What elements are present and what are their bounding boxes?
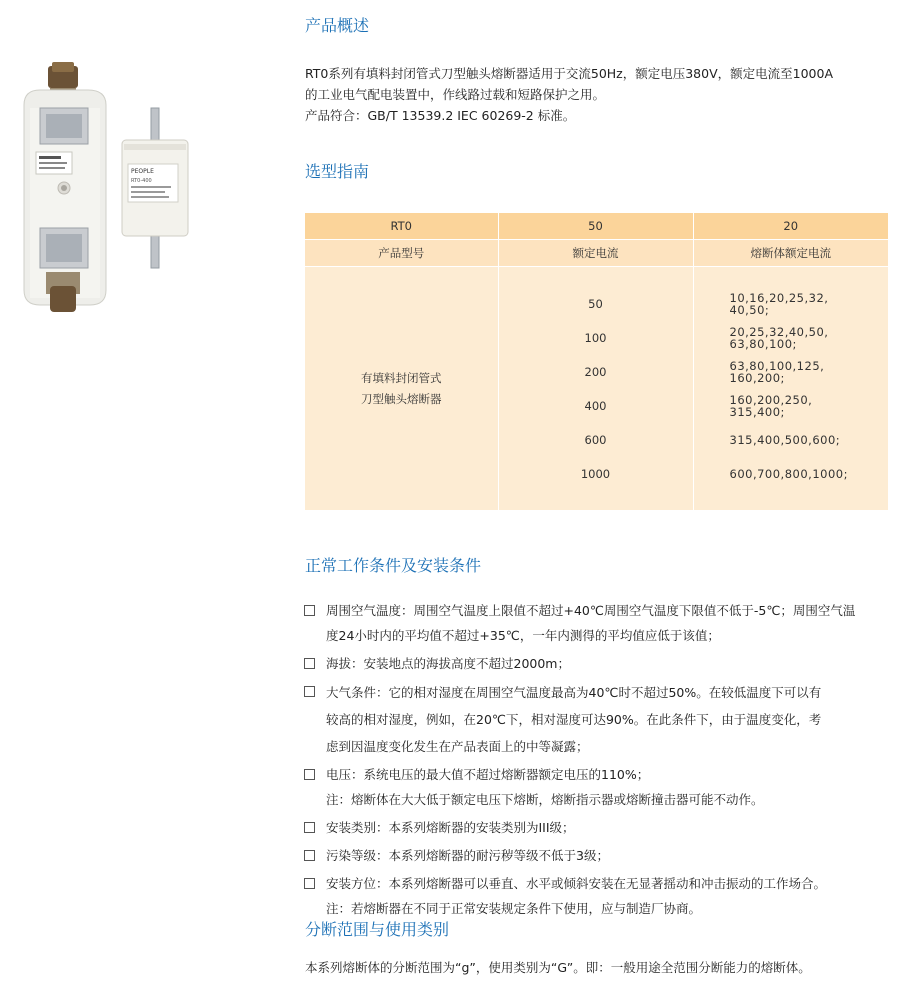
fuse-current-value xyxy=(694,389,889,423)
condition-line: 注：若熔断器在不同于正常安装规定条件下使用，应与制造厂协商。 xyxy=(326,901,702,916)
condition-item xyxy=(304,843,914,868)
condition-line: 安装类别：本系列熔断器的安装类别为III级； xyxy=(326,820,575,835)
checkbox-icon xyxy=(304,658,315,669)
rated-current-value: 100 xyxy=(584,330,607,345)
fuse-link-illustration xyxy=(122,108,188,268)
fuse-current-line: 315,400; xyxy=(729,404,785,419)
model-name-line: 刀型触头熔断器 xyxy=(361,391,442,406)
condition-line: 周围空气温度：周围空气温度上限值不超过+40℃周围空气温度下限值不低于-5℃；周围空气温 xyxy=(326,603,856,618)
checkbox-icon xyxy=(304,769,315,780)
table-subheader-cell: 额定电流 xyxy=(498,240,693,267)
fuse-current-line: 63,80,100; xyxy=(729,336,797,351)
rated-current-value: 200 xyxy=(584,364,607,379)
table-subheader-cell: 熔断体额定电流 xyxy=(693,240,888,267)
model-name-cell xyxy=(305,267,498,511)
fuse-current-line: 40,50; xyxy=(729,302,770,317)
condition-item xyxy=(304,871,914,921)
rated-current-cell xyxy=(498,267,693,511)
condition-item xyxy=(304,815,914,840)
checkbox-icon xyxy=(304,850,315,861)
overview-line-1: RT0系列有填料封闭管式刀型触头熔断器适用于交流50Hz，额定电压380V，额定电流至1000A xyxy=(305,66,834,81)
condition-line: 污染等级：本系列熔断器的耐污秽等级不低于3级； xyxy=(326,848,609,863)
checkbox-icon xyxy=(304,878,315,889)
fuse-base-illustration xyxy=(24,62,106,312)
fuse-current-line: 63,80,100,125, xyxy=(729,358,825,373)
checkbox-icon xyxy=(304,605,315,616)
condition-line: 安装方位：本系列熔断器可以垂直、水平或倾斜安装在无显著摇动和冲击振动的工作场合。 xyxy=(326,876,827,891)
fuse-current-list xyxy=(694,287,889,491)
condition-line: 虑到因温度变化发生在产品表面上的中等凝露； xyxy=(326,739,589,754)
fuse-current-value xyxy=(694,355,889,389)
guide-title: 选型指南 xyxy=(305,162,370,181)
condition-line: 电压：系统电压的最大值不超过熔断器额定电压的110%； xyxy=(326,767,650,782)
conditions-title: 正常工作条件及安装条件 xyxy=(305,556,482,575)
checkbox-icon xyxy=(304,686,315,697)
fuse-current-value xyxy=(694,457,889,491)
overview-paragraph xyxy=(305,63,833,126)
table-header-cell: RT0 xyxy=(305,213,498,240)
rated-current-value: 1000 xyxy=(580,466,611,481)
fuse-model-text: RT0-400 xyxy=(131,178,152,184)
condition-line: 大气条件：它的相对湿度在周围空气温度最高为40℃时不超过50%。在较低温度下可以有 xyxy=(326,685,822,700)
rated-current-value: 600 xyxy=(584,432,607,447)
table-header-cell: 50 xyxy=(498,213,693,240)
condition-item xyxy=(304,679,914,760)
fuse-current-value xyxy=(694,321,889,355)
fuse-current-line: 10,16,20,25,32, xyxy=(729,290,829,305)
fuse-current-cell xyxy=(693,267,888,511)
fuse-current-value xyxy=(694,423,889,457)
overview-line-3: 产品符合：GB/T 13539.2 IEC 60269-2 标准。 xyxy=(305,108,576,123)
selection-table xyxy=(305,213,888,510)
fuse-current-line: 20,25,32,40,50, xyxy=(729,324,829,339)
condition-line: 注：熔断体在大大低于额定电压下熔断，熔断指示器或熔断撞击器可能不动作。 xyxy=(326,792,764,807)
table-body-row xyxy=(305,267,888,511)
fuse-current-line: 160,200,250, xyxy=(729,392,813,407)
product-image xyxy=(10,60,215,320)
table-header-cell: 20 xyxy=(693,213,888,240)
fuse-current-line: 315,400,500,600; xyxy=(729,432,841,447)
breaking-title: 分断范围与使用类别 xyxy=(305,920,450,939)
fuse-current-line: 600,700,800,1000; xyxy=(729,466,848,481)
checkbox-icon xyxy=(304,822,315,833)
table-subheader-cell: 产品型号 xyxy=(305,240,498,267)
model-name-line: 有填料封闭管式 xyxy=(361,370,442,385)
rated-current-value: 400 xyxy=(584,398,607,413)
breaking-text: 本系列熔断体的分断范围为“g”，使用类别为“G”。即：一般用途全范围分断能力的熔断体。 xyxy=(305,960,811,975)
rated-current-list xyxy=(499,287,693,491)
overview-line-2: 的工业电气配电装置中，作线路过载和短路保护之用。 xyxy=(305,87,606,102)
condition-line: 度24小时内的平均值不超过+35℃，一年内测得的平均值应低于该值； xyxy=(326,628,720,643)
condition-line: 海拔：安装地点的海拔高度不超过2000m； xyxy=(326,656,570,671)
condition-line: 较高的相对湿度，例如，在20℃下，相对湿度可达90%。在此条件下，由于温度变化，考 xyxy=(326,712,822,727)
conditions-list xyxy=(304,598,914,924)
condition-item xyxy=(304,651,914,676)
table-header-row xyxy=(305,213,888,240)
condition-item xyxy=(304,598,914,648)
rated-current-value: 50 xyxy=(588,296,603,311)
condition-item xyxy=(304,762,914,812)
table-subheader-row xyxy=(305,240,888,267)
fuse-current-line: 160,200; xyxy=(729,370,785,385)
fuse-brand-text: PEOPLE xyxy=(131,168,154,175)
overview-title: 产品概述 xyxy=(305,16,370,35)
fuse-current-value xyxy=(694,287,889,321)
